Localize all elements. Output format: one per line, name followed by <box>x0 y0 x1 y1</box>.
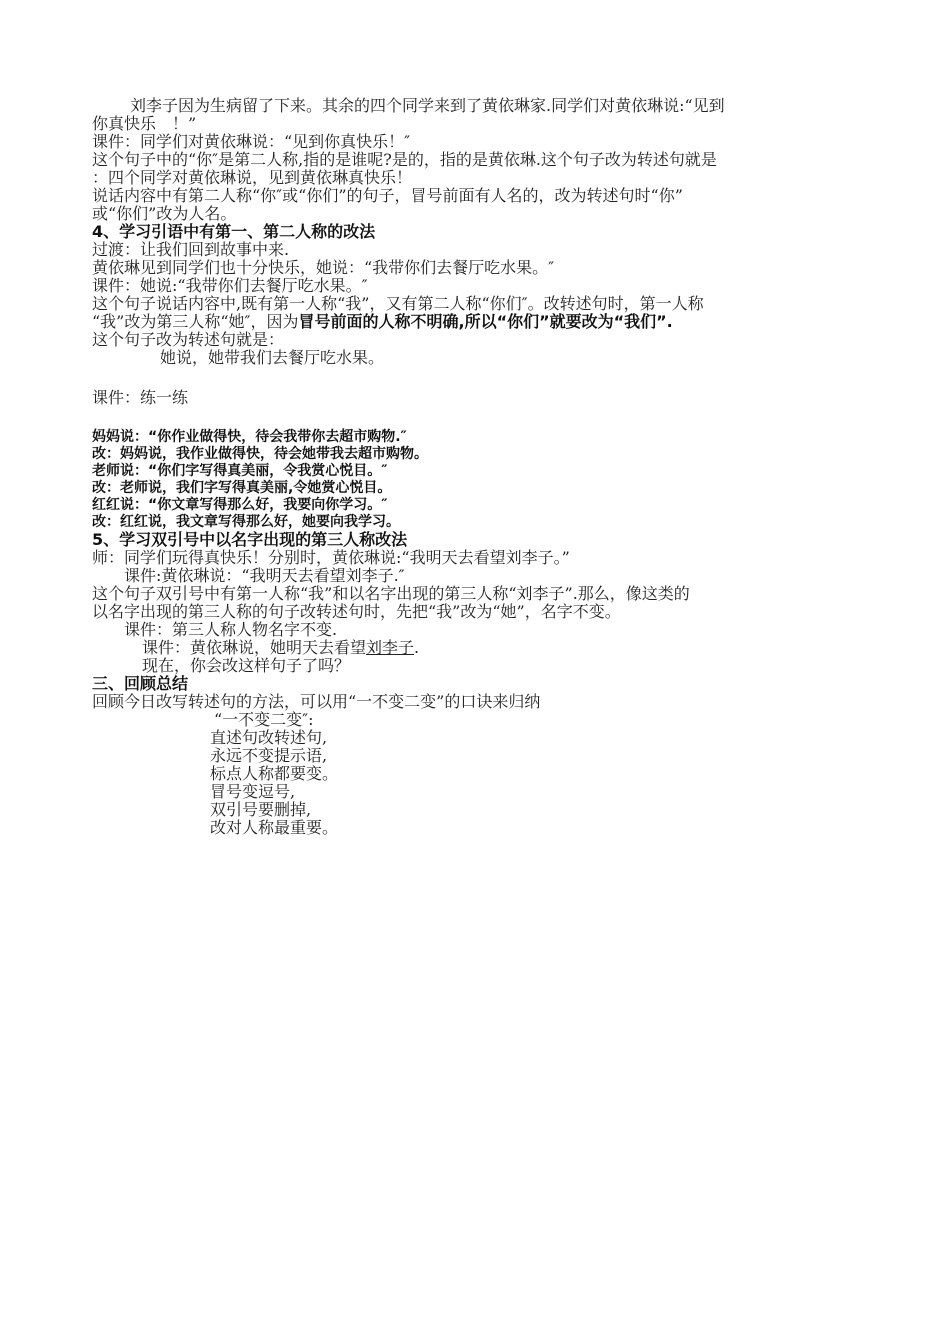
rhyme-line: 标点人称都要变。 <box>210 764 339 783</box>
explanation-line: 这个句子双引号中有第一人称“我”和以名字出现的第三人称“刘李子”.那么，像这类的 <box>92 584 690 603</box>
rhyme-line: 直述句改转述句, <box>210 728 328 747</box>
section-heading-3: 三、回顾总结 <box>92 674 189 693</box>
rhyme-line: 双引号要删掉, <box>210 800 312 819</box>
rhyme-line: 冒号变逗号, <box>210 782 296 801</box>
paragraph-story-line: 刘李子因为生病留了下来。其余的四个同学来到了黄依琳家.同学们对黄依琳说:“见到 <box>130 96 725 115</box>
courseware-practice: 课件：练一练 <box>92 388 189 407</box>
courseware-example-end: . <box>414 638 420 657</box>
spacer <box>92 367 862 385</box>
explanation-line-cont: ：四个同学对黄依琳说，见到黄依琳真快乐！ <box>92 168 413 187</box>
courseware-line: 课件：同学们对黄依琳说：“见到你真快乐！″ <box>92 132 411 151</box>
exercise-answer: 改：红红说，我文章写得那么好，她要向我学习。 <box>92 514 400 530</box>
section-heading-5: 5、学习双引号中以名字出现的第三人称改法 <box>92 530 408 549</box>
courseware-example-text: 课件：黄依琳说，她明天去看望 <box>142 638 367 657</box>
explanation-line-cont <box>92 313 862 331</box>
transition-line: 过渡：让我们回到故事中来. <box>92 240 290 259</box>
summary-line: 回顾今日改写转述句的方法，可以用“一不变二变”的口诀来归纳 <box>92 692 541 711</box>
teacher-line: 师：同学们玩得真快乐！分别时，黄依琳说:“我明天去看望刘李子。” <box>92 548 570 567</box>
explanation-line-end: 这个句子改为转述句就是： <box>92 330 285 349</box>
rule-line: 说话内容中有第二人称“你″或“你们”的句子，冒号前面有人名的，改为转述句时“你” <box>92 186 683 205</box>
rule-line-cont: 或“你们”改为人名。 <box>92 204 237 223</box>
explanation-line: 这个句子中的“你″是第二人称,指的是谁呢?是的，指的是黄依琳.这个句子改为转述句就是 <box>92 150 717 169</box>
converted-sentence: 她说，她带我们去餐厅吃水果。 <box>160 348 385 367</box>
underlined-name: 刘李子 <box>366 638 415 657</box>
document-page <box>92 97 862 837</box>
section-heading-4: 4、学习引语中有第一、第二人称的改法 <box>92 222 376 241</box>
explanation-plain: “我”改为第三人称“她″，因为 <box>92 312 299 331</box>
rhyme-title: “一不变二变″: <box>214 710 314 729</box>
paragraph-story-line-cont: 你真快乐 ！” <box>92 114 197 133</box>
story-line: 黄依琳见到同学们也十分快乐，她说：“我带你们去餐厅吃水果。″ <box>92 258 555 277</box>
rhyme-line: 永远不变提示语, <box>210 746 328 765</box>
courseware-line: 课件:黄依琳说：“我明天去看望刘李子.″ <box>124 566 405 585</box>
question-line: 现在，你会改这样句子了吗？ <box>142 656 351 675</box>
exercise-line: 妈妈说：“你作业做得快，待会我带你去超市购物.″ <box>92 429 407 445</box>
courseware-line: 课件：她说:“我带你们去餐厅吃水果。″ <box>92 276 368 295</box>
exercise-line: 红红说：“你文章写得那么好，我要向你学习。″ <box>92 497 388 513</box>
spacer <box>92 407 862 429</box>
rhyme-line: 改对人称最重要。 <box>210 818 339 837</box>
exercise-line: 老师说：“你们字写得真美丽，令我赏心悦目。″ <box>92 463 388 479</box>
explanation-bold: 冒号前面的人称不明确,所以“你们”就要改为“我们”. <box>298 312 673 331</box>
courseware-example <box>92 639 862 657</box>
exercise-answer: 改：妈妈说，我作业做得快，待会她带我去超市购物。 <box>92 446 428 462</box>
explanation-line: 这个句子说话内容中,既有第一人称“我”，又有第二人称“你们″。改转述句时，第一人称 <box>92 294 704 313</box>
courseware-rule: 课件：第三人称人物名字不变. <box>124 620 338 639</box>
exercise-answer: 改：老师说，我们字写得真美丽,令她赏心悦目。 <box>92 480 392 496</box>
explanation-line-cont: 以名字出现的第三人称的句子改转述句时，先把“我”改为“她”，名字不变。 <box>92 602 621 621</box>
